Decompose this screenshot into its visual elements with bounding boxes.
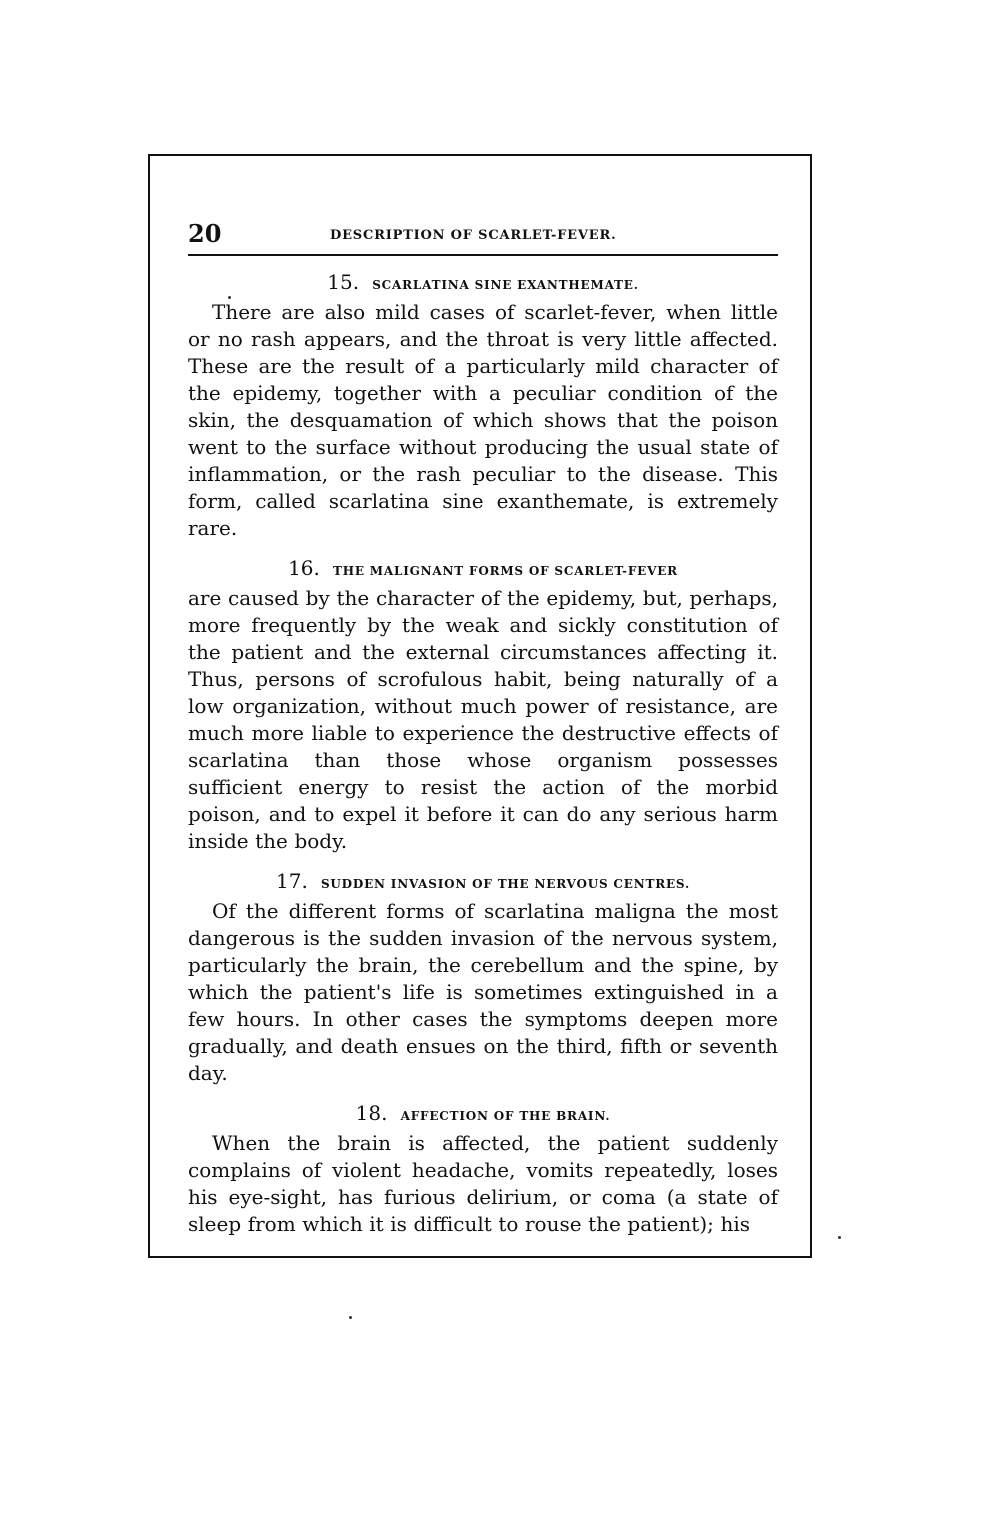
section-heading	[188, 869, 778, 896]
section-heading	[188, 1101, 778, 1128]
section-number: 17.	[276, 869, 308, 893]
section-16	[188, 556, 778, 855]
section-text: Of the different forms of scarlatina maligna the most dangerous is the sudden invasion of the nervous system, particularly the brain, the cerebellum and the spine, by which the patient's life is sometimes extinguished in a few hours. In other cases the symptoms deepen more gradually, and death ensues on the third, fifth or seventh day.	[188, 899, 778, 1085]
page-number: 20	[188, 219, 222, 248]
section-title: SUDDEN INVASION OF THE NERVOUS CENTRES.	[320, 877, 690, 891]
section-heading	[188, 270, 778, 297]
section-text: There are also mild cases of scarlet-fever, when little or no rash appears, and the throat is very little affected. These are the result of a particularly mild character of the epidemy, together with a peculiar condition of the skin, the desquamation of which shows that the poison went to the surface without producing the usual state of inflammation, or the rash peculiar to the disease. This form, called scarlatina sine exanthemate, is extremely rare.	[188, 300, 778, 540]
scan-speck	[228, 296, 231, 299]
section-number: 15.	[327, 270, 360, 294]
section-title: THE MALIGNANT FORMS OF SCARLET-FEVER	[332, 564, 678, 578]
section-text: When the brain is affected, the patient suddenly complains of violent headache, vomits repeatedly, loses his eye-sight, has furious delirium, or coma (a state of sleep from which it is difficult to rouse the patient); his	[188, 1131, 778, 1236]
section-number: 16.	[288, 556, 320, 580]
section-17	[188, 869, 778, 1087]
scan-speck	[349, 1316, 352, 1319]
section-text: are caused by the character of the epidemy, but, perhaps, more frequently by the weak and sickly constitution of the patient and the external circumstances affecting it. Thus, persons of scrofulous habit, being naturally of a low organization, without much power of resistance, are much more liable to experience the destructive effects of scarlatina than those whose organism possesses sufficient energy to resist the action of the morbid poison, and to expel it before it can do any serious harm inside the body.	[188, 586, 778, 853]
section-title: SCARLATINA SINE EXANTHEMATE.	[372, 278, 639, 292]
section-heading	[188, 556, 778, 583]
scan-speck	[838, 1236, 841, 1239]
running-title: DESCRIPTION OF SCARLET-FEVER.	[330, 228, 617, 243]
section-15	[188, 270, 778, 542]
page-content	[188, 220, 778, 1238]
section-number: 18.	[355, 1101, 388, 1125]
section-title: AFFECTION OF THE BRAIN.	[400, 1109, 611, 1123]
section-18	[188, 1101, 778, 1238]
running-head	[188, 220, 778, 256]
